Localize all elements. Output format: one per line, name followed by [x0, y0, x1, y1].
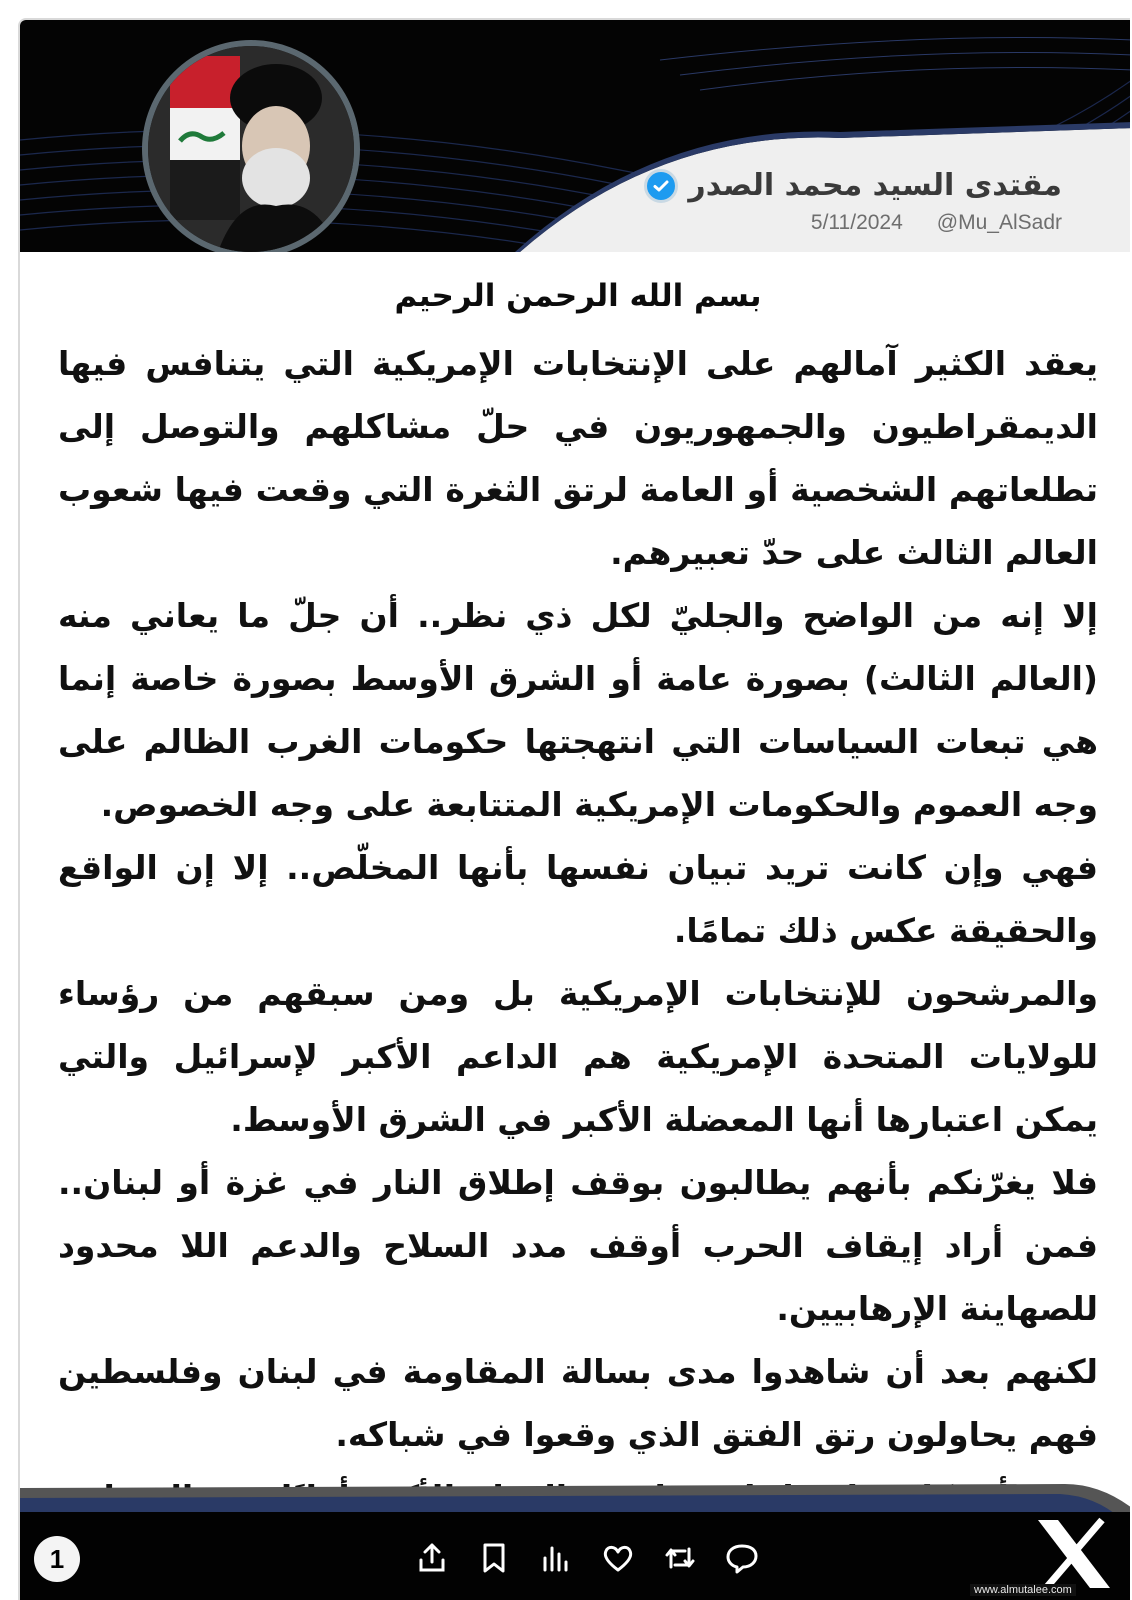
- views-icon[interactable]: [536, 1538, 576, 1578]
- reply-icon[interactable]: [722, 1538, 762, 1578]
- watermark: www.almutalee.com: [970, 1584, 1076, 1596]
- action-bar: [412, 1538, 762, 1578]
- user-info: [644, 168, 1062, 235]
- post-card: [18, 18, 1130, 1600]
- verified-badge-icon: [644, 169, 678, 203]
- post-paragraph: فلا يغرّنكم بأنهم يطالبون بوقف إطلاق النار في غزة أو لبنان.. فمن أراد إيقاف الحرب أوقف مدد السلاح والدعم اللا محدود للصهاينة الإرهابيين.: [58, 1163, 1098, 1328]
- post-paragraph: يعقد الكثير آمالهم على الإنتخابات الإمريكية التي يتنافس فيها الديمقراطيون والجمهوريون في حلّ مشاكلهم والتوصل إلى تطلعاتهم الشخصية أو العامة لرتق الثغرة التي وقعت فيها شعوب العالم الثالث على حدّ تعبيرهم.: [58, 344, 1098, 572]
- like-icon[interactable]: [598, 1538, 638, 1578]
- post-date: 5/11/2024: [810, 211, 903, 234]
- post-header: [20, 20, 1130, 252]
- footer-bar: [20, 1512, 1130, 1600]
- display-name-row[interactable]: [644, 168, 1062, 203]
- post-paragraph: إلا إنه من الواضح والجليّ لكل ذي نظر.. أن جلّ ما يعاني منه (العالم الثالث) بصورة عامة أو الشرق الأوسط بصورة خاصة إنما هي تبعات السياسات التي انتهجتها حكومات الغرب الظالم على وجه العموم والحكومات الإمريكية المتتابعة على وجه الخصوص.: [58, 596, 1098, 824]
- display-name[interactable]: مقتدى السيد محمد الصدر: [688, 168, 1062, 203]
- post-meta: [644, 211, 1062, 235]
- post-basmala: بسم الله الرحمن الرحيم: [394, 278, 762, 314]
- repost-icon[interactable]: [660, 1538, 700, 1578]
- share-icon[interactable]: [412, 1538, 452, 1578]
- user-handle[interactable]: @Mu_AlSadr: [936, 211, 1062, 234]
- post-paragraph: فهي وإن كانت تريد تبيان نفسها بأنها المخلّص.. إلا إن الواقع والحقيقة عكس ذلك تمامًا.: [58, 848, 1098, 950]
- post-paragraph: والمرشحون للإنتخابات الإمريكية بل ومن سبقهم من رؤساء للولايات المتحدة الإمريكية هم الداعم الأكبر لإسرائيل والتي يمكن اعتبارها أنها المعضلة الأكبر في الشرق الأوسط.: [58, 974, 1098, 1139]
- page-number-badge: 1: [34, 1536, 80, 1582]
- post-paragraph: لكنهم بعد أن شاهدوا مدى بسالة المقاومة في لبنان وفلسطين فهم يحاولون رتق الفتق الذي وقعوا في شباكه.: [58, 1352, 1098, 1454]
- profile-avatar[interactable]: [142, 40, 360, 252]
- bookmark-icon[interactable]: [474, 1538, 514, 1578]
- post-body: [58, 278, 1098, 1592]
